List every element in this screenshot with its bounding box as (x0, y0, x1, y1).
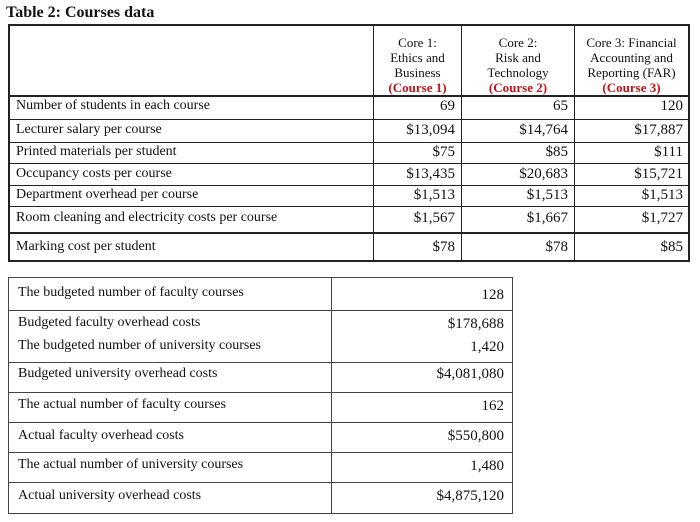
header-line: Reporting (FAR) (587, 65, 676, 80)
header-line: Accounting and (590, 50, 673, 65)
row-divider (9, 392, 512, 393)
cell-value: 1,480 (470, 458, 504, 474)
row-label: Budgeted university overhead costs (18, 366, 218, 381)
row-divider (10, 206, 688, 207)
row-divider (9, 310, 512, 311)
row-divider (9, 362, 512, 363)
row-label: Number of students in each course (16, 98, 210, 113)
cell-value: $178,688 (447, 316, 504, 332)
row-divider (9, 422, 512, 423)
cell-value: $4,081,080 (436, 366, 504, 382)
cell-value: $20,683 (519, 166, 568, 182)
row-divider (10, 119, 688, 120)
course-1-header (374, 27, 461, 95)
course-code: (Course 2) (488, 80, 548, 95)
header-line: Ethics and (390, 50, 445, 65)
row-label: Marking cost per student (16, 239, 156, 254)
course-3-header (575, 27, 688, 95)
cell-value: $1,513 (526, 187, 568, 203)
row-divider (9, 482, 512, 483)
row-label: Budgeted faculty overhead costs (18, 315, 201, 330)
cell-value: $111 (654, 144, 683, 160)
row-label: The budgeted number of faculty courses (18, 285, 244, 300)
row-divider (10, 163, 688, 164)
cell-value: $17,887 (634, 122, 683, 138)
row-label: The budgeted number of university courses (18, 338, 261, 353)
course-2-header (462, 27, 574, 95)
cell-value: $13,435 (406, 166, 455, 182)
cell-value: $1,727 (641, 210, 683, 226)
header-line: Risk and (495, 50, 541, 65)
cell-value: 1,420 (470, 339, 504, 355)
row-label: Occupancy costs per course (16, 166, 172, 181)
courses-table (8, 24, 690, 262)
table-title: Table 2: Courses data (6, 4, 155, 21)
row-label: Actual university overhead costs (18, 488, 202, 503)
cell-value: $75 (432, 144, 455, 160)
header-line: Business (394, 65, 441, 80)
row-label: The actual number of university courses (18, 457, 244, 472)
header-line: Technology (487, 65, 549, 80)
row-label: Lecturer salary per course (16, 122, 162, 137)
cell-value: $15,721 (634, 166, 683, 182)
budget-table (8, 277, 513, 514)
header-line: Core 2: (498, 35, 538, 50)
course-code: (Course 1) (388, 80, 447, 95)
row-label: Actual faculty overhead costs (18, 428, 184, 443)
cell-value: 65 (553, 98, 568, 114)
row-label: Department overhead per course (16, 187, 199, 202)
cell-value: $550,800 (447, 428, 504, 444)
cell-value: $85 (545, 144, 568, 160)
cell-value: 120 (660, 98, 683, 114)
row-label: Room cleaning and electricity costs per course (16, 210, 278, 225)
cell-value: $4,875,120 (436, 488, 504, 504)
cell-value: 128 (481, 287, 504, 303)
column-divider (331, 278, 332, 513)
cell-value: $85 (660, 239, 683, 255)
cell-value: $13,094 (406, 122, 455, 138)
row-divider (10, 232, 688, 234)
cell-value: $78 (432, 239, 455, 255)
cell-value: $1,513 (641, 187, 683, 203)
row-label: Printed materials per student (16, 144, 177, 159)
row-divider (9, 452, 512, 453)
cell-value: $1,567 (413, 210, 455, 226)
cell-value: $14,764 (519, 122, 568, 138)
header-line: Core 1: (398, 35, 437, 50)
course-code: (Course 3) (602, 80, 661, 95)
cell-value: $1,513 (413, 187, 455, 203)
cell-value: 69 (440, 98, 455, 114)
cell-value: 162 (481, 398, 504, 414)
cell-value: $1,667 (526, 210, 568, 226)
row-label: The actual number of faculty courses (18, 397, 226, 412)
cell-value: $78 (545, 239, 568, 255)
header-line: Core 3: Financial (586, 35, 677, 50)
